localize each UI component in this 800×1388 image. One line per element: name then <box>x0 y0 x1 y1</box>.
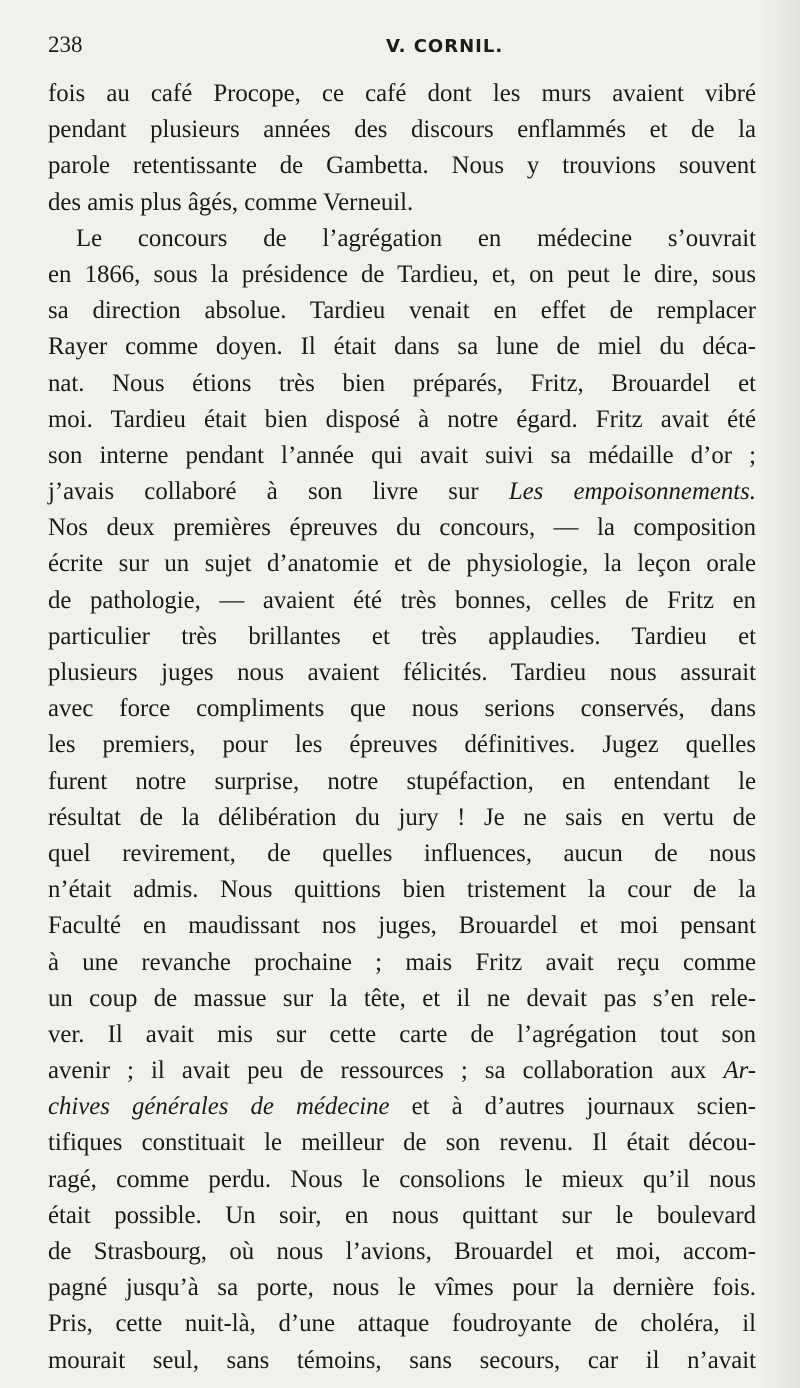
text-line: parole retentissante de Gambetta. Nous y trouvions souvent <box>48 152 756 180</box>
text-line: Faculté en maudissant nos juges, Brouardel et moi pensant <box>48 912 756 940</box>
text-line: écrite sur un sujet d’anatomie et de physiologie, la leçon orale <box>48 550 756 578</box>
text-line: nat. Nous étions très bien préparés, Fritz, Brouardel et <box>48 369 756 397</box>
running-head: V. CORNIL. <box>386 36 504 57</box>
text-line: pagné jusqu’à sa porte, nous le vîmes pour la dernière fois. <box>48 1274 756 1302</box>
text-line: de pathologie, — avaient été très bonnes, celles de Fritz en <box>48 586 756 614</box>
page-header <box>48 32 760 64</box>
text-segment: j’avais collaboré à son livre sur <box>48 478 479 506</box>
text-line: un coup de massue sur la tête, et il ne devait pas s’en rele- <box>48 984 756 1012</box>
text-line: de Strasbourg, où nous l’avions, Brouardel et moi, accom- <box>48 1238 756 1265</box>
text-line: pendant plusieurs années des discours enflammés et de la <box>48 116 756 144</box>
text-line: plusieurs juges nous avaient félicités. Tardieu nous assurait <box>48 659 756 686</box>
text-segment: et à d’autres journaux scien- <box>411 1093 757 1121</box>
body-text <box>48 76 756 1379</box>
text-line: en 1866, sous la présidence de Tardieu, et, on peut le dire, sous <box>48 260 756 288</box>
text-line: tifiques constituait le meilleur de son revenu. Il était décou- <box>48 1129 756 1157</box>
text-line: avec force compliments que nous serions conservés, dans <box>48 695 756 723</box>
text-line: Pris, cette nuit-là, d’une attaque foudroyante de choléra, il <box>48 1310 756 1338</box>
text-line: ver. Il avait mis sur cette carte de l’agrégation tout son <box>48 1020 756 1048</box>
text-line-with-title <box>48 1053 756 1089</box>
text-line: particulier très brillantes et très applaudies. Tardieu et <box>48 622 756 650</box>
text-line: à une revanche prochaine ; mais Fritz avait reçu comme <box>48 948 756 976</box>
text-line: mourait seul, sans témoins, sans secours, car il n’avait <box>48 1346 756 1374</box>
text-line: quel revirement, de quelles influences, aucun de nous <box>48 839 756 867</box>
text-line: les premiers, pour les épreuves définitives. Jugez quelles <box>48 731 756 759</box>
text-segment: avenir ; il avait peu de ressources ; sa collaboration aux <box>48 1057 707 1085</box>
text-line: ragé, comme perdu. Nous le consolions le mieux qu’il nous <box>48 1165 756 1193</box>
journal-title-start: Ar- <box>723 1057 757 1085</box>
text-line: Le concours de l’agrégation en médecine s’ouvrait <box>76 224 756 252</box>
text-line: sa direction absolue. Tardieu venait en effet de remplacer <box>48 297 756 325</box>
text-line: moi. Tardieu était bien disposé à notre égard. Fritz avait été <box>48 405 756 433</box>
text-line: était possible. Un soir, en nous quittant sur le boulevard <box>48 1201 756 1229</box>
text-line: résultat de la délibération du jury ! Je ne sais en vertu de <box>48 803 756 831</box>
text-line: des amis plus âgés, comme Verneuil. <box>48 188 414 216</box>
text-line: furent notre surprise, notre stupéfaction, en entendant le <box>48 767 756 795</box>
text-line-with-title <box>48 474 756 510</box>
text-line: son interne pendant l’année qui avait suivi sa médaille d’or ; <box>48 441 756 469</box>
text-line: fois au café Procope, ce café dont les murs avaient vibré <box>48 80 756 107</box>
text-line: Nos deux premières épreuves du concours, — la composition <box>48 514 756 542</box>
journal-title-end: chives générales de médecine <box>48 1093 390 1121</box>
text-line: n’était admis. Nous quittions bien tristement la cour de la <box>48 876 756 904</box>
page-edge-shadow <box>760 0 800 1388</box>
text-line: Rayer comme doyen. Il était dans sa lune de miel du déca- <box>48 333 756 361</box>
page-number: 238 <box>48 32 83 57</box>
book-title: Les empoisonnements. <box>508 478 756 506</box>
text-line-with-title <box>48 1089 756 1125</box>
